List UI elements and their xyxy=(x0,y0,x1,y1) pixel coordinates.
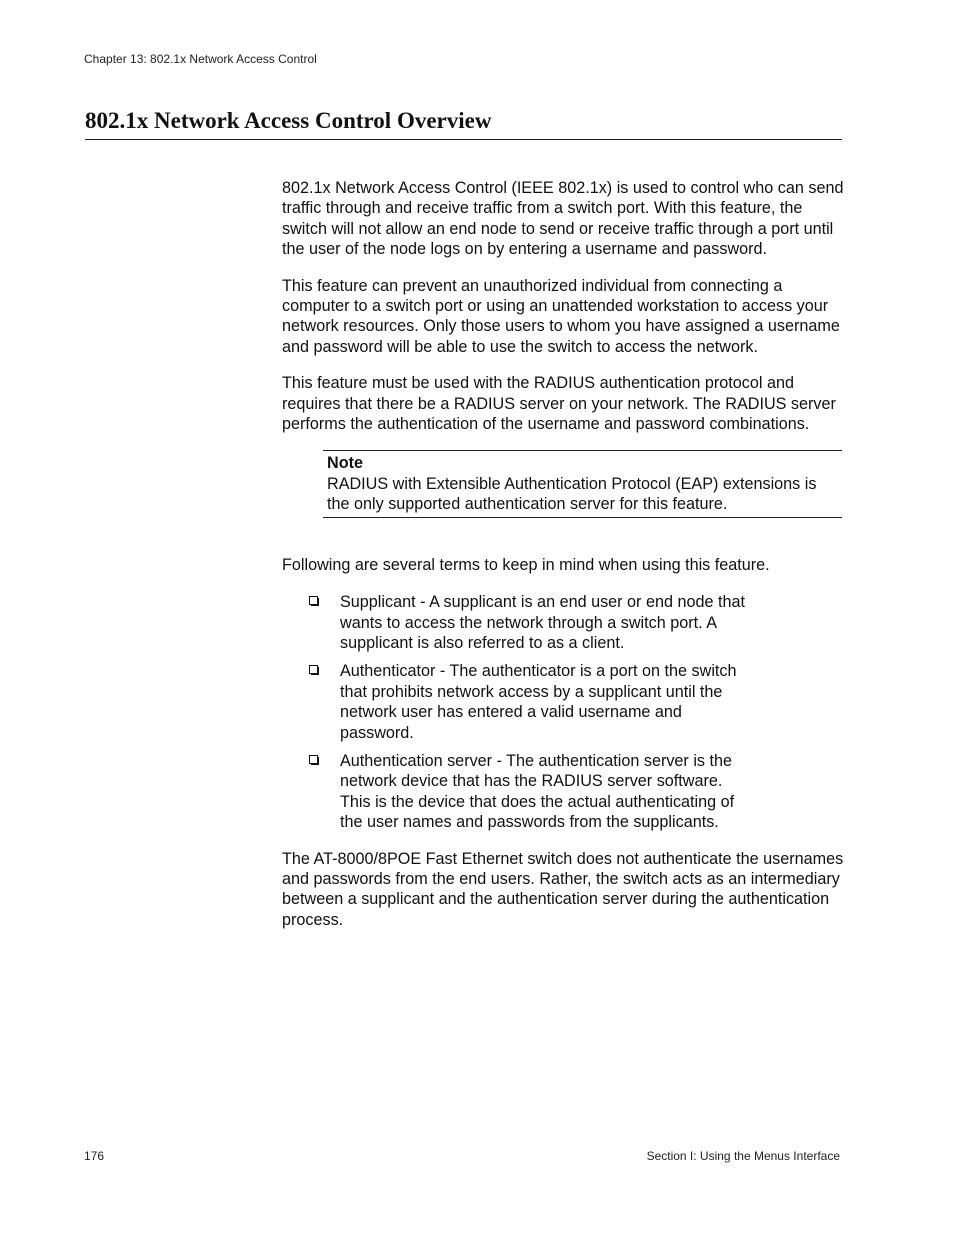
square-bullet-icon xyxy=(309,755,320,766)
list-item xyxy=(282,592,752,653)
terms-list xyxy=(282,592,844,832)
body-text xyxy=(282,178,844,946)
paragraph-intro: 802.1x Network Access Control (IEEE 802.1x) is used to control who can send traffic through and receive traffic from a switch port. With this feature, the switch will not allow an end node to send or receive traffic through a port until the user of the node logs on by entering a username and password. xyxy=(282,179,844,259)
term-authenticator: Authenticator - The authenticator is a port on the switch that prohibits network access by a supplicant until the network user has entered a valid username and password. xyxy=(340,662,737,742)
note-box xyxy=(323,450,842,517)
note-text: RADIUS with Extensible Authentication Protocol (EAP) extensions is the only supported authentication server for this feature. xyxy=(327,474,817,514)
list-item xyxy=(282,751,752,833)
note-heading: Note xyxy=(327,454,363,473)
paragraph-purpose: This feature can prevent an unauthorized individual from connecting a computer to a switch port or using an unattended workstation to access your network resources. Only those users to whom you have assigned a username and password will be able to use the switch to access the network. xyxy=(282,276,840,356)
page-title: 802.1x Network Access Control Overview xyxy=(85,108,492,133)
footer-section: Section I: Using the Menus Interface xyxy=(646,1149,840,1163)
square-bullet-icon xyxy=(309,665,320,676)
square-bullet-icon xyxy=(309,596,320,607)
term-supplicant: Supplicant - A supplicant is an end user or end node that wants to access the network through a switch port. A supplicant is also referred to as a client. xyxy=(340,593,745,652)
paragraph-radius: This feature must be used with the RADIUS authentication protocol and requires that there be a RADIUS server on your network. The RADIUS server performs the authentication of the username and password combinations. xyxy=(282,374,836,434)
paragraph-closing: The AT-8000/8POE Fast Ethernet switch does not authenticate the usernames and passwords from the end users. Rather, the switch acts as an intermediary between a supplicant and the authentication server during the authentication process. xyxy=(282,849,844,929)
title-rule xyxy=(85,139,842,140)
list-item xyxy=(282,661,752,743)
term-authentication-server: Authentication server - The authentication server is the network device that has the RADIUS server software. This is the device that does the actual authenticating of the user names and passwords from the supplicants. xyxy=(340,751,735,832)
terms-intro: Following are several terms to keep in mind when using this feature. xyxy=(282,555,770,574)
page-number: 176 xyxy=(84,1149,105,1163)
running-header: Chapter 13: 802.1x Network Access Control xyxy=(84,52,317,66)
